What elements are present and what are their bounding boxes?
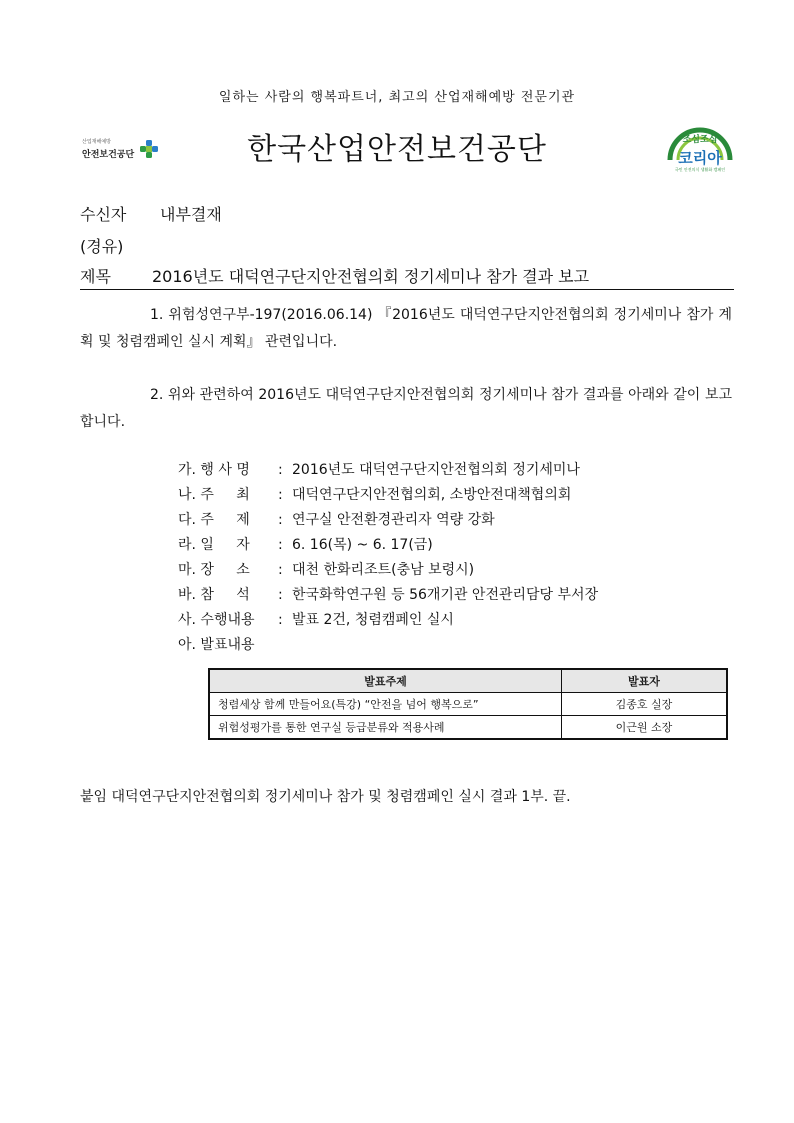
item-label: 바. 참 석 (178, 587, 250, 603)
list-item (178, 508, 738, 533)
item-separator: : (278, 612, 283, 628)
item-separator: : (278, 537, 283, 553)
attachment-note: 붙임 대덕연구단지안전협의회 정기세미나 참가 및 청렴캠페인 실시 결과 1부. 끝. (80, 789, 571, 805)
item-separator: : (278, 562, 283, 578)
via-row (80, 234, 123, 257)
item-value: 6. 16(목) ~ 6. 17(금) (292, 537, 433, 553)
item-label: 가. 행 사 명 (178, 462, 250, 478)
item-separator: : (278, 487, 283, 503)
paragraph-2 (80, 382, 732, 436)
item-label: 라. 일 자 (178, 537, 250, 553)
via-label: (경유) (80, 237, 124, 256)
item-value: 대천 한화리조트(충남 보령시) (292, 562, 475, 578)
item-value: 연구실 안전환경관리자 역량 강화 (292, 512, 495, 528)
subject-divider (80, 289, 734, 290)
item-value: 발표 2건, 청렴캠페인 실시 (292, 612, 454, 628)
paragraph-1-text: 1. 위험성연구부-197(2016.06.14) 『2016년도 대덕연구단지안전협의회 정기세미나 참가 계획 및 청렴캠페인 실시 계획』 관련입니다. (80, 307, 732, 350)
item-label: 사. 수행내용 (178, 612, 255, 628)
table-row (209, 716, 727, 740)
list-item (178, 633, 738, 658)
presentation-table (208, 668, 728, 740)
table-cell-presenter: 이근원 소장 (562, 716, 728, 740)
paragraph-2-text: 2. 위와 관련하여 2016년도 대덕연구단지안전협의회 정기세미나 참가 결과를 아래와 같이 보고합니다. (80, 387, 732, 430)
item-separator: : (278, 587, 283, 603)
table-header-presenter: 발표자 (562, 669, 728, 693)
campaign-name: 코리아 (678, 149, 722, 167)
item-label: 다. 주 제 (178, 512, 250, 528)
table-cell-topic: 위험성평가를 통한 연구실 등급분류와 적용사례 (209, 716, 562, 740)
item-value: 2016년도 대덕연구단지안전협의회 정기세미나 (292, 462, 580, 478)
subject-value: 2016년도 대덕연구단지안전협의회 정기세미나 참가 결과 보고 (152, 267, 590, 286)
logo-name: 안전보건공단 (82, 150, 135, 160)
table-header-topic: 발표주제 (209, 669, 562, 693)
item-separator: : (278, 462, 283, 478)
campaign-subtext: 국민 안전의식 생활화 캠페인 (674, 167, 726, 172)
list-item (178, 458, 738, 483)
campaign-arc-text: 조심조심 (682, 135, 718, 145)
list-item (178, 583, 738, 608)
item-value: 한국화학연구원 등 56개기관 안전관리담당 부서장 (292, 587, 599, 603)
event-details-list (178, 458, 738, 658)
list-item (178, 558, 738, 583)
item-value: 대덕연구단지안전협의회, 소방안전대책협의회 (292, 487, 572, 503)
organization-title: 한국산업안전보건공단 (247, 132, 547, 167)
table-cell-presenter: 김종호 실장 (562, 693, 728, 716)
recipient-row (80, 202, 222, 225)
recipient-value: 내부결재 (160, 205, 222, 224)
item-label: 나. 주 최 (178, 487, 250, 503)
list-item (178, 608, 738, 633)
table-header-row (209, 669, 727, 693)
item-separator: : (278, 512, 283, 528)
recipient-label: 수신자 (80, 205, 127, 224)
logo-small-text: 산업재해예방 (82, 139, 111, 145)
campaign-logo (664, 122, 736, 180)
subject-label: 제목 (80, 267, 111, 286)
motto: 일하는 사람의 행복파트너, 최고의 산업재해예방 전문기관 (218, 90, 576, 105)
list-item (178, 483, 738, 508)
list-item (178, 533, 738, 558)
paragraph-1 (80, 302, 732, 356)
table-row (209, 693, 727, 716)
item-label: 아. 발표내용 (178, 637, 255, 653)
subject-row (80, 264, 730, 287)
table-cell-topic: 청렴세상 함께 만들어요(특강) “안전을 넘어 행복으로” (209, 693, 562, 716)
item-label: 마. 장 소 (178, 562, 250, 578)
